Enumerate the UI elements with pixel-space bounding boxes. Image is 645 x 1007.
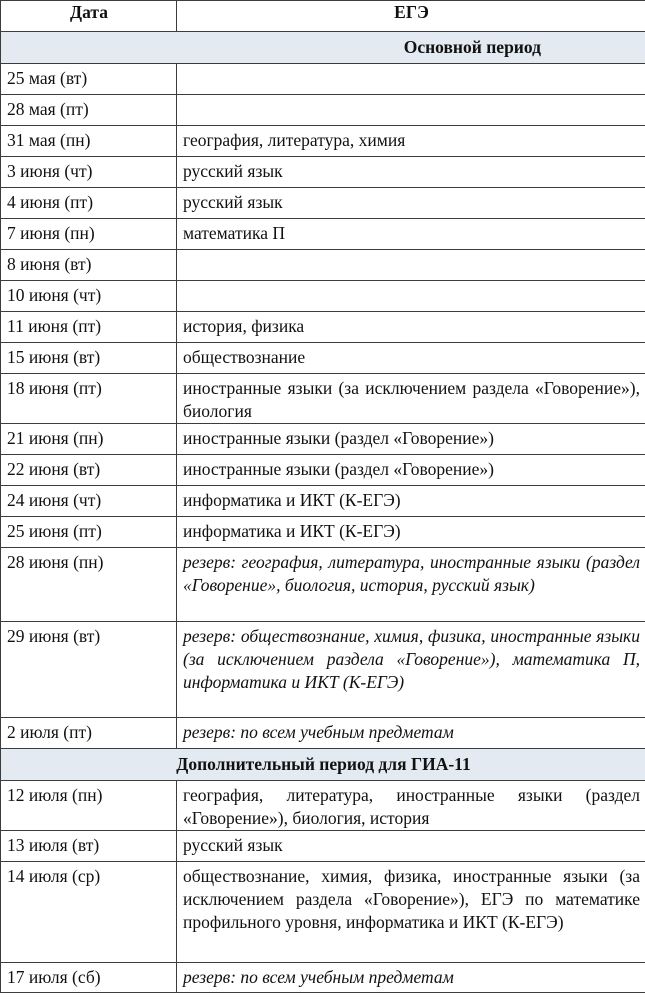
row-date: 15 июня (вт) bbox=[1, 343, 177, 374]
table-row bbox=[1, 486, 645, 517]
table-row bbox=[1, 374, 645, 424]
row-exam bbox=[177, 64, 645, 95]
table-row bbox=[1, 250, 645, 281]
section-title: Основной период bbox=[1, 32, 645, 64]
table-row bbox=[1, 157, 645, 188]
table-row bbox=[1, 343, 645, 374]
section-additional-period bbox=[1, 749, 645, 781]
row-exam-reserve: резерв: по всем учебным предметам bbox=[177, 718, 645, 749]
section-title: Дополнительный период для ГИА-11 bbox=[1, 749, 645, 781]
section-main-period bbox=[1, 32, 645, 64]
header-exam: ЕГЭ bbox=[177, 1, 645, 32]
row-date: 18 июня (пт) bbox=[1, 374, 177, 424]
row-exam: география, литература, иностранные языки (раздел «Говорение»), биология, история bbox=[177, 781, 645, 831]
row-exam: математика П bbox=[177, 219, 645, 250]
table-row bbox=[1, 188, 645, 219]
table-row bbox=[1, 64, 645, 95]
row-exam bbox=[177, 281, 645, 312]
table-row bbox=[1, 219, 645, 250]
row-date: 28 мая (пт) bbox=[1, 95, 177, 126]
row-date: 29 июня (вт) bbox=[1, 622, 177, 718]
row-date: 11 июня (пт) bbox=[1, 312, 177, 343]
table-row bbox=[1, 95, 645, 126]
table-row bbox=[1, 312, 645, 343]
row-exam: русский язык bbox=[177, 157, 645, 188]
row-date: 4 июня (пт) bbox=[1, 188, 177, 219]
row-exam: обществознание, химия, физика, иностранные языки (за исключением раздела «Говорение»), ЕГЭ по математике профильного уровня, информатика и ИКТ (К-ЕГЭ) bbox=[177, 862, 645, 963]
table-row bbox=[1, 963, 645, 993]
row-date: 3 июня (чт) bbox=[1, 157, 177, 188]
header-date: Дата bbox=[1, 1, 177, 32]
row-date: 10 июня (чт) bbox=[1, 281, 177, 312]
table-row bbox=[1, 517, 645, 548]
row-exam-reserve: резерв: по всем учебным предметам bbox=[177, 963, 645, 993]
row-date: 28 июня (пн) bbox=[1, 548, 177, 622]
row-exam: русский язык bbox=[177, 831, 645, 862]
row-date: 25 июня (пт) bbox=[1, 517, 177, 548]
row-exam: информатика и ИКТ (К-ЕГЭ) bbox=[177, 486, 645, 517]
row-date: 24 июня (чт) bbox=[1, 486, 177, 517]
row-date: 31 мая (пн) bbox=[1, 126, 177, 157]
table-row bbox=[1, 126, 645, 157]
row-exam bbox=[177, 250, 645, 281]
row-exam: обществознание bbox=[177, 343, 645, 374]
table-row bbox=[1, 424, 645, 455]
table-row bbox=[1, 781, 645, 831]
table-row bbox=[1, 718, 645, 749]
row-date: 22 июня (вт) bbox=[1, 455, 177, 486]
table-row bbox=[1, 622, 645, 718]
row-exam: русский язык bbox=[177, 188, 645, 219]
row-date: 12 июля (пн) bbox=[1, 781, 177, 831]
row-exam: иностранные языки (за исключением раздела «Говорение»), биология bbox=[177, 374, 645, 424]
row-exam: история, физика bbox=[177, 312, 645, 343]
row-exam: иностранные языки (раздел «Говорение») bbox=[177, 424, 645, 455]
table-row bbox=[1, 281, 645, 312]
table-row bbox=[1, 548, 645, 622]
row-date: 21 июня (пн) bbox=[1, 424, 177, 455]
row-date: 17 июля (сб) bbox=[1, 963, 177, 993]
row-date: 7 июня (пн) bbox=[1, 219, 177, 250]
row-exam: информатика и ИКТ (К-ЕГЭ) bbox=[177, 517, 645, 548]
table-row bbox=[1, 862, 645, 963]
row-exam-reserve: резерв: география, литература, иностранные языки (раздел «Говорение», биология, история, русский язык) bbox=[177, 548, 645, 622]
table-row bbox=[1, 455, 645, 486]
row-date: 13 июля (вт) bbox=[1, 831, 177, 862]
row-exam bbox=[177, 95, 645, 126]
row-date: 2 июля (пт) bbox=[1, 718, 177, 749]
header-row bbox=[1, 1, 645, 32]
table-row bbox=[1, 831, 645, 862]
row-exam: иностранные языки (раздел «Говорение») bbox=[177, 455, 645, 486]
row-date: 8 июня (вт) bbox=[1, 250, 177, 281]
row-date: 14 июля (ср) bbox=[1, 862, 177, 963]
row-date: 25 мая (вт) bbox=[1, 64, 177, 95]
row-exam-reserve: резерв: обществознание, химия, физика, иностранные языки (за исключением раздела «Говорение»), математика П, информатика и ИКТ (К-ЕГЭ) bbox=[177, 622, 645, 718]
row-exam: география, литература, химия bbox=[177, 126, 645, 157]
